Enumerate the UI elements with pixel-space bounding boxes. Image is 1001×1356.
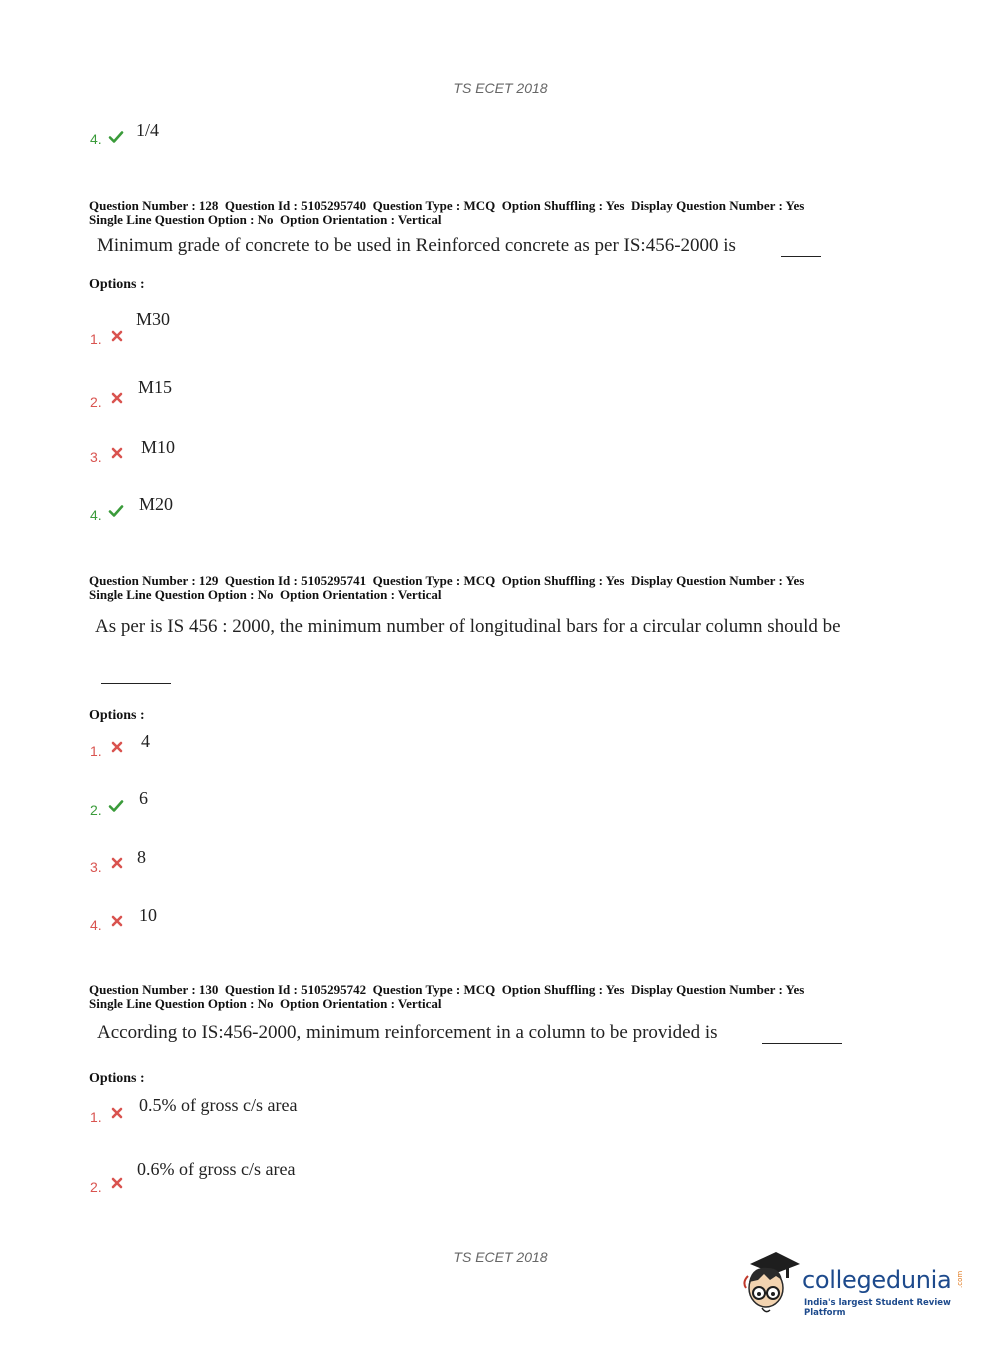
- option-text: 1/4: [136, 120, 160, 140]
- question-text: As per is IS 456 : 2000, the minimum number of longitudinal bars for a circular column should be: [95, 616, 841, 637]
- collegedunia-logo: [742, 1248, 982, 1316]
- option-text: M15: [138, 377, 173, 397]
- options-label: Options :: [89, 708, 145, 723]
- options-label: Options :: [89, 277, 145, 292]
- option-number: 2.: [90, 802, 102, 818]
- question-meta-line: Single Line Question Option : No Option Orientation : Vertical: [89, 996, 442, 1011]
- page-footer: TS ECET 2018: [453, 1249, 548, 1265]
- page-header: TS ECET 2018: [453, 80, 548, 96]
- cross-icon: [109, 328, 125, 344]
- cross-icon: [109, 390, 125, 406]
- option-text: 4: [141, 731, 150, 751]
- option-text: M30: [136, 309, 171, 329]
- cross-icon: [109, 1175, 125, 1191]
- option-text: 0.6% of gross c/s area: [137, 1159, 296, 1179]
- option-number: 1.: [90, 331, 102, 347]
- option-number: 4.: [90, 131, 102, 147]
- question-text: According to IS:456-2000, minimum reinforcement in a column to be provided is: [97, 1022, 718, 1043]
- question-meta-line: Question Number : 129 Question Id : 5105295741 Question Type : MCQ Option Shuffling : Yes Display Question Number : Yes: [89, 573, 805, 588]
- cross-icon: [109, 855, 125, 871]
- check-icon: [108, 503, 124, 519]
- answer-blank: [762, 1043, 842, 1044]
- option-number: 1.: [90, 1109, 102, 1125]
- logo-wordmark: collegedunia: [802, 1266, 952, 1294]
- check-icon: [108, 129, 124, 145]
- mascot-icon: [742, 1248, 804, 1314]
- cross-icon: [109, 739, 125, 755]
- options-label: Options :: [89, 1071, 145, 1086]
- question-text: Minimum grade of concrete to be used in Reinforced concrete as per IS:456-2000 is: [97, 235, 736, 256]
- option-text: M10: [141, 437, 176, 457]
- check-icon: [108, 798, 124, 814]
- option-text: 10: [139, 905, 157, 925]
- logo-tagline: India's largest Student Review Platform: [804, 1298, 951, 1318]
- option-text: 8: [137, 847, 146, 867]
- cross-icon: [109, 445, 125, 461]
- option-number: 4.: [90, 917, 102, 933]
- option-number: 2.: [90, 1179, 102, 1195]
- question-meta-line: Single Line Question Option : No Option Orientation : Vertical: [89, 212, 442, 227]
- option-number: 1.: [90, 743, 102, 759]
- option-number: 3.: [90, 859, 102, 875]
- option-text: M20: [139, 494, 174, 514]
- question-meta-line: Question Number : 130 Question Id : 5105295742 Question Type : MCQ Option Shuffling : Yes Display Question Number : Yes: [89, 982, 805, 997]
- cross-icon: [109, 913, 125, 929]
- question-meta-line: Single Line Question Option : No Option Orientation : Vertical: [89, 587, 442, 602]
- option-text: 6: [139, 788, 148, 808]
- option-number: 4.: [90, 507, 102, 523]
- logo-domain-suffix: .com: [956, 1270, 964, 1288]
- answer-blank: [781, 256, 821, 257]
- answer-blank: [101, 683, 171, 684]
- option-number: 3.: [90, 449, 102, 465]
- option-text: 0.5% of gross c/s area: [139, 1095, 298, 1115]
- option-number: 2.: [90, 394, 102, 410]
- question-meta-line: Question Number : 128 Question Id : 5105295740 Question Type : MCQ Option Shuffling : Yes Display Question Number : Yes: [89, 198, 805, 213]
- cross-icon: [109, 1105, 125, 1121]
